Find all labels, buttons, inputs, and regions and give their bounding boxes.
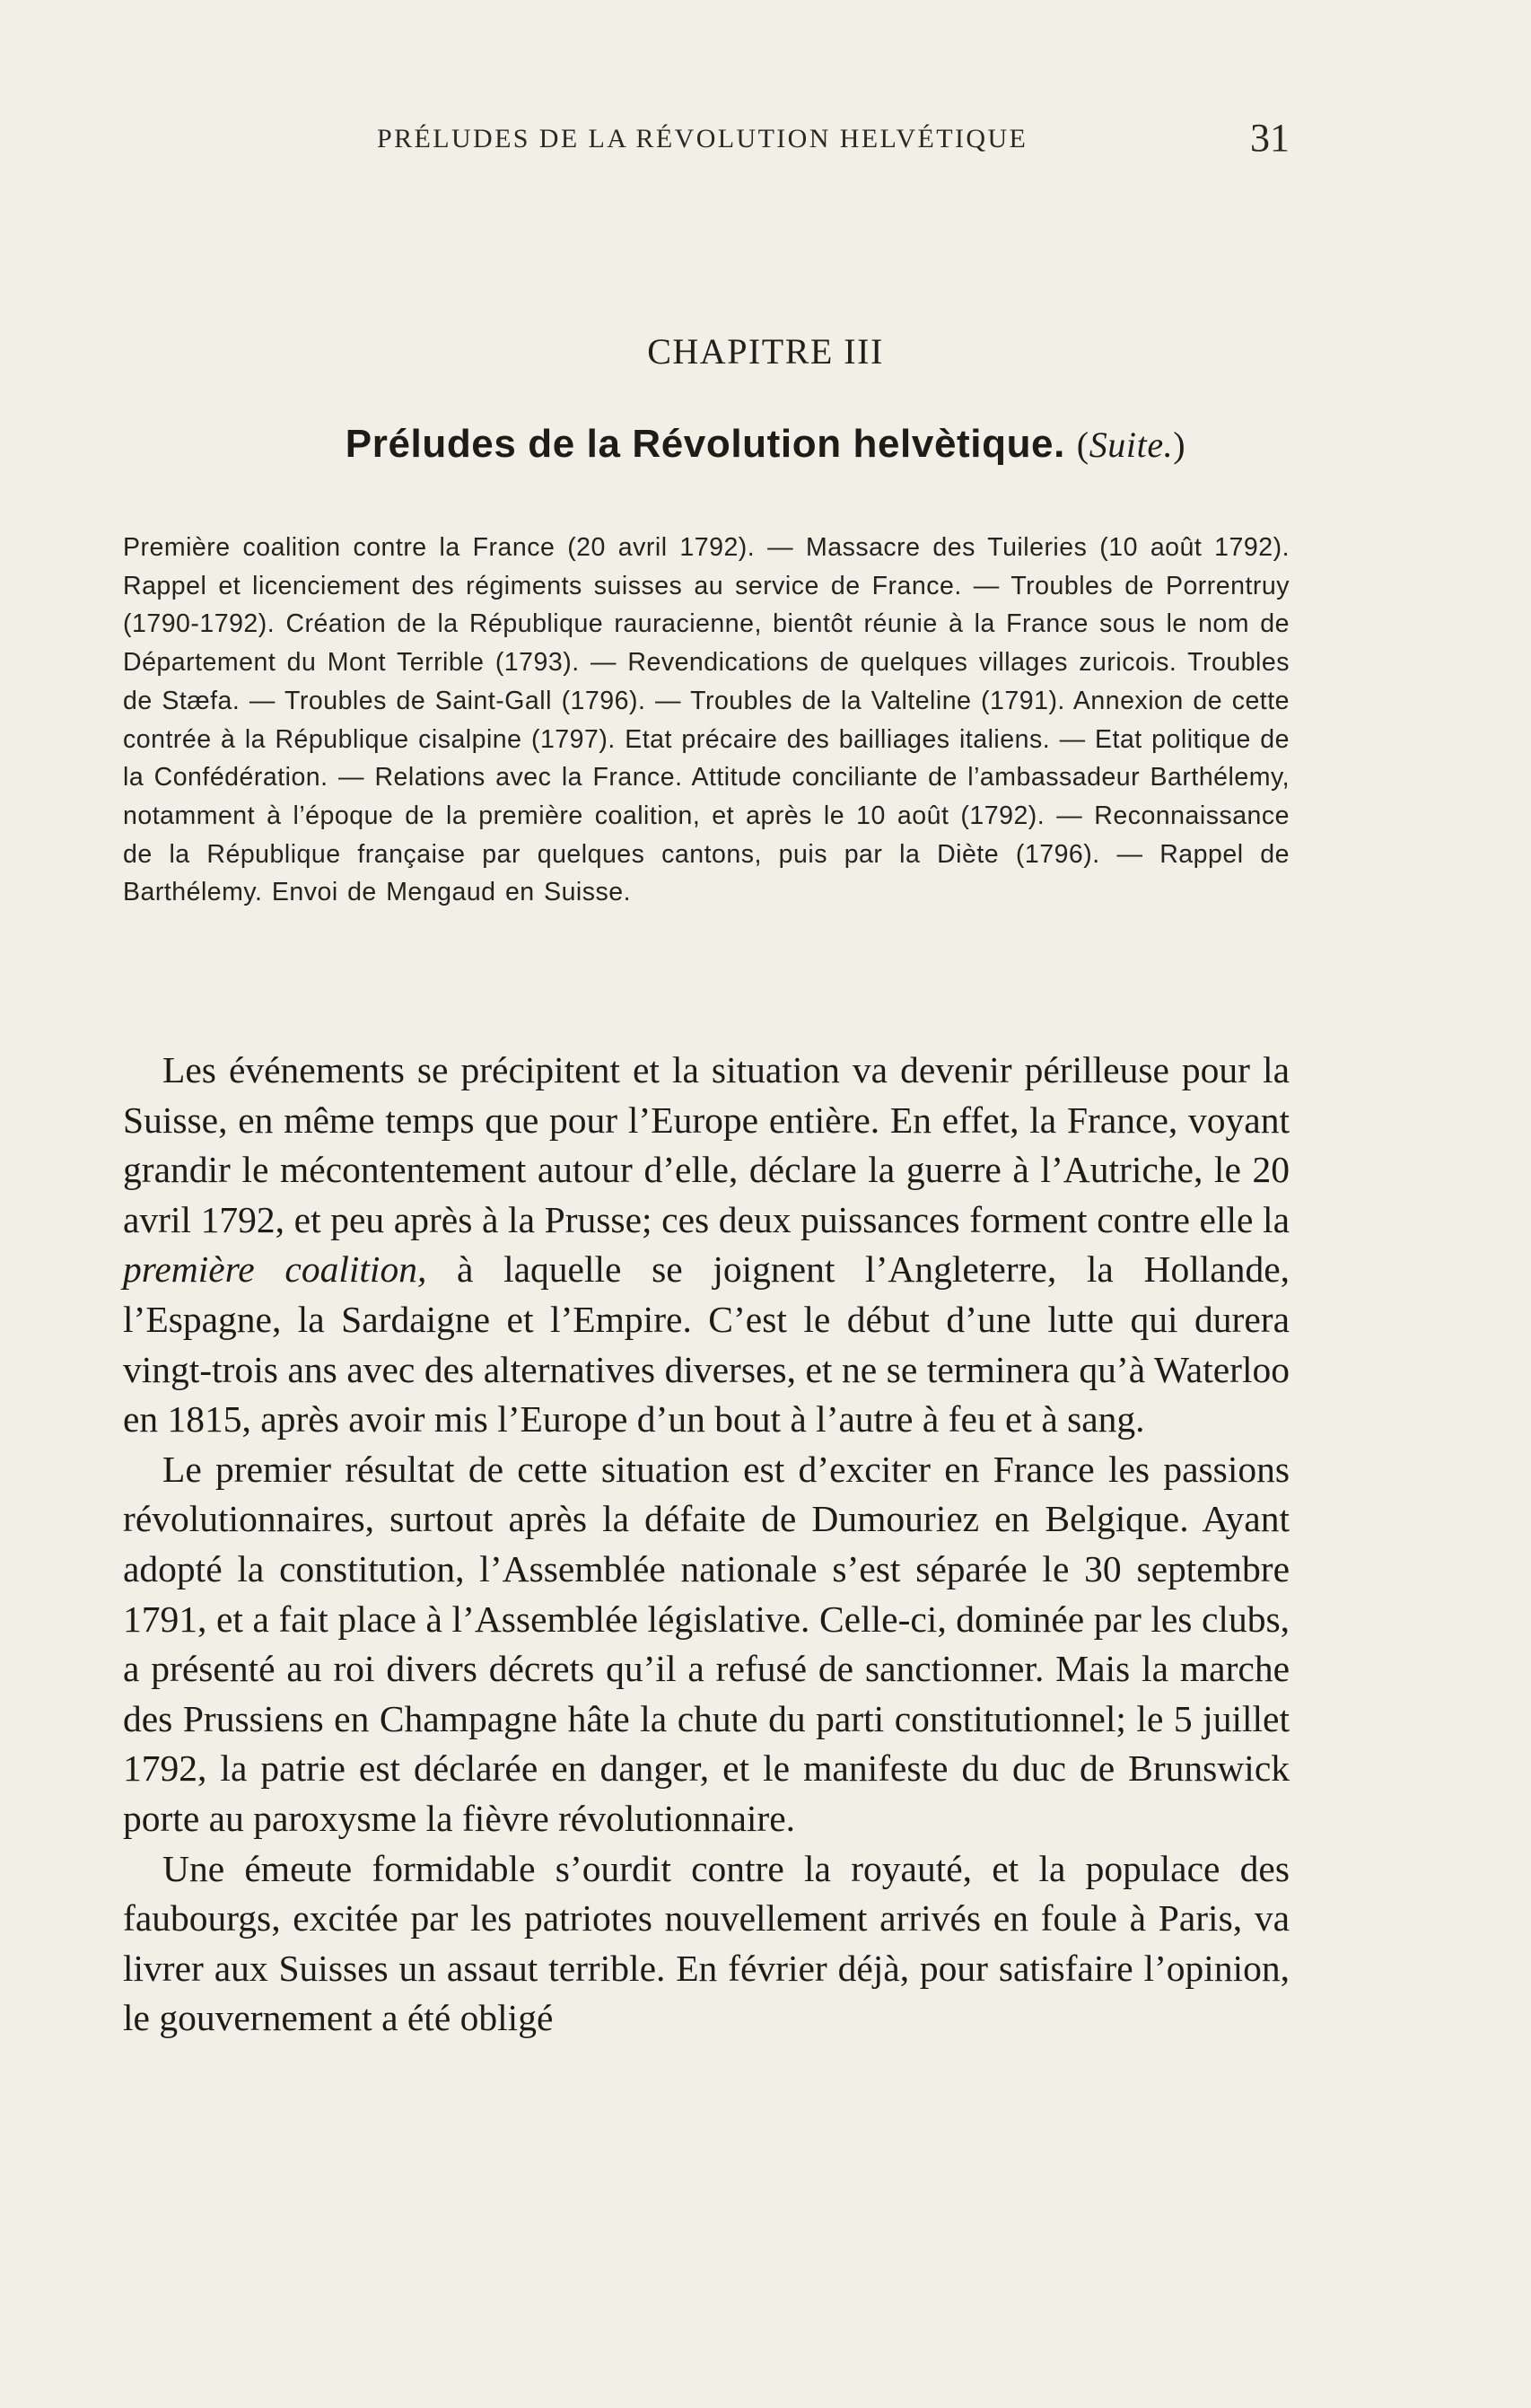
chapter-title [0,422,1531,467]
paragraph-3: Une émeute formidable s’ourdit contre la royauté, et la populace des faubourgs, excitée par les patriotes nouvellement arrivés en foule à Paris, va livrer aux Suisses un assaut terrible. En février déjà, pour satisfaire l’opinion, le gouvernement a été obligé [123,1847,1290,2039]
suite-close-paren: ) [1173,425,1186,465]
chapter-suite [1077,425,1185,465]
suite-open-paren: ( [1076,425,1089,465]
running-head [123,115,1290,169]
paragraph-1 [123,1046,1290,1445]
paragraph-1-before: Les événements se précipitent et la situation va devenir périlleuse pour la Suisse, en même temps que pour l’Europe entière. En effet, la France, voyant grandir le mécontentement autour d’elle, déclare la guerre à l’Autriche, le 20 avril 1792, et peu après à la Prusse; ces deux puissances forment contre elle la [123,1049,1290,1240]
body-text [123,1046,1290,2044]
summary-text: Première coalition contre la France (20 avril 1792). — Massacre des Tuileries (10 août 1792). Rappel et licenciement des régiments suisses au service de France. — Troubles de Porrentruy (1790-1792). Création de la République rauracienne, bientôt réunie à la France sous le nom de Département du Mont Terrible (1793). — Revendications de quelques villages zuricois. Troubles de Stæfa. — Troubles de Saint-Gall (1796). — Troubles de la Valteline (1791). Annexion de cette contrée à la République cisalpine (1797). Etat précaire des bailliages italiens. — Etat politique de la Confédération. — Relations avec la France. Attitude conciliante de l’ambassadeur Barthélemy, notamment à l’époque de la première coalition, et après le 10 août (1792). — Reconnaissance de la République française par quelques cantons, puis par la Diète (1796). — Rappel de Barthélemy. Envoi de Mengaud en Suisse. [123,533,1290,907]
chapter-label: CHAPITRE III [647,331,884,372]
paragraph-1-after: à laquelle se joignent l’Angleterre, la Hollande, l’Espagne, la Sardaigne et l’Empire. C’est le début d’une lutte qui durera vingt-trois ans avec des alternatives diverses, et ne se terminera qu’à Waterloo en 1815, après avoir mis l’Europe d’un bout à l’autre à feu et à sang. [123,1248,1290,1440]
paragraph-1-emphasis: première coalition, [123,1248,427,1291]
paragraph-2: Le premier résultat de cette situation est d’exciter en France les passions révolutionnaires, surtout après la défaite de Dumouriez en Belgique. Ayant adopté la constitution, l’Assemblée nationale s’est séparée le 30 septembre 1791, et a fait place à l’Assemblée législative. Celle-ci, dominée par les clubs, a présenté au roi divers décrets qu’il a refusé de sanctionner. Mais la marche des Prussiens en Champagne hâte la chute du parti constitutionnel; le 5 juillet 1792, la patrie est déclarée en danger, et le manifeste du duc de Brunswick porte au paroxysme la fièvre révolutionnaire. [123,1448,1290,1839]
chapter-title-text: Préludes de la Révolution helvètique. [345,422,1065,466]
chapter-summary [123,529,1290,912]
page-number: 31 [1250,116,1290,160]
suite-word: Suite. [1089,425,1174,465]
running-title: PRÉLUDES DE LA RÉVOLUTION HELVÉTIQUE [377,124,1028,153]
